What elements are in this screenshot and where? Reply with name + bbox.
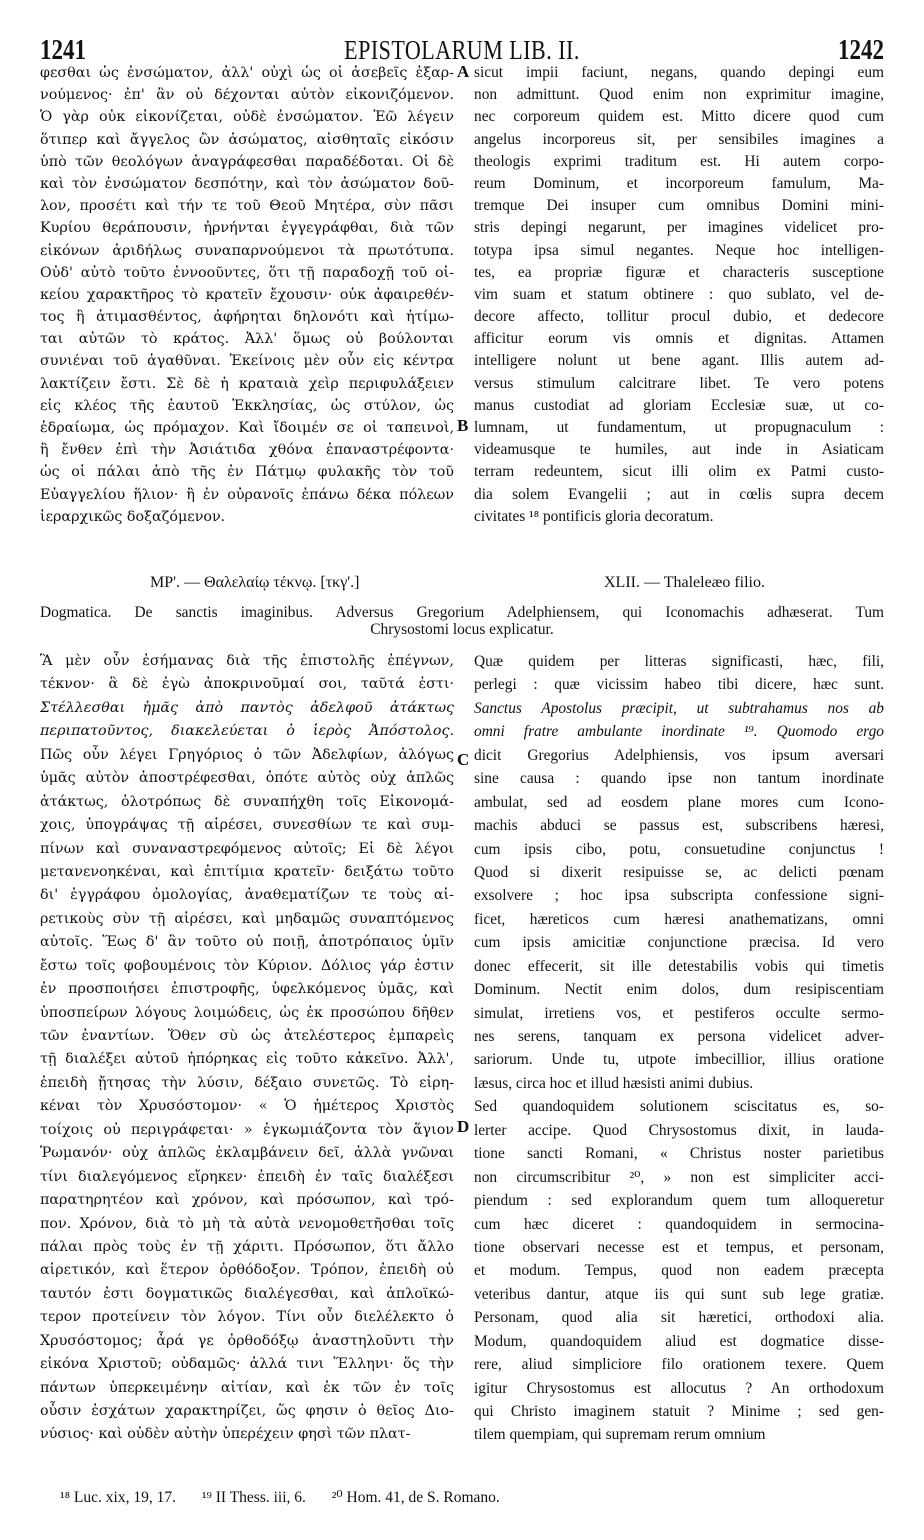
text-line: theologis exprimi traditum est. Hi autem corpo- bbox=[474, 152, 884, 170]
text-line: versus stimulum calcitrare libet. Te vero potens bbox=[474, 374, 884, 392]
margin-marker-b: B bbox=[457, 416, 469, 435]
text-line: cum hæc diceret : quandoquidem in sermocina- bbox=[474, 1215, 884, 1233]
text-line: Sed quandoquidem solutionem sciscitatus es, so- bbox=[474, 1098, 884, 1116]
text-line: simulat, irretiens vos, et pestiferos occulte sermo- bbox=[474, 1004, 884, 1022]
text-line: Πῶς οὖν λέγει Γρηγόριος ὁ τῶν Ἀδελφίων, ἀλόγως bbox=[40, 746, 454, 763]
text-line: dicit Gregorius Adelphiensis, vos ipsum aversari bbox=[474, 746, 884, 764]
text-line: παρατηρητέον καὶ χρόνον, καὶ πρόσωπον, καὶ τρό- bbox=[40, 1192, 454, 1209]
text-line: τέκνον· ἃ δὲ ἐγὼ ἀποκρινοῦμαί σοι, ταῦτά ἐστι· bbox=[40, 676, 454, 693]
text-line: civitates ¹⁸ pontificis gloria decoratum. bbox=[474, 507, 714, 525]
text-line: lerter accipe. Quod Chrysostomus dixit, in lauda- bbox=[474, 1121, 884, 1139]
text-line: ἀτάκτως, ὁλοτρόπως δὲ συναπήχθη τοῖς Εἰκονομά- bbox=[40, 793, 454, 810]
text-line: ἢ ἔνθεν ἐπὶ τὴν Ἀσιάτιδα χθόνα ἐπαναστρέφοντα· bbox=[40, 442, 454, 459]
text-line: ὑμᾶς αὐτὸν ἀποστρέφεσθαι, ὁπότε αὐτὸς οὐχ ἁπλῶς bbox=[40, 770, 454, 787]
text-line: Κυρίου θεράπουσιν, ἠρνήνται ἐγγεγράφθαι, διὰ τῶν bbox=[40, 220, 454, 237]
text-line: tes, ea propriæ figuræ et characteris susceptione bbox=[474, 263, 884, 281]
text-line: αὐτοῖς. Ἕως δ' ἂν τοῦτο οὐ ποιῇ, ἀποτρόπαιος ὑμῖν bbox=[40, 934, 454, 951]
text-line: non admittunt. Quod enim non exprimitur imagine, bbox=[474, 86, 884, 104]
text-line: ἐν προσποιήσει ἐπιστροφῆς, ὑφελκόμενος ὑμᾶς, καὶ bbox=[40, 981, 454, 998]
text-line: et modum. Tempus, quod non eadem præcepta bbox=[474, 1262, 884, 1280]
text-line: εἰκόνα Χριστοῦ; οὐδαμῶς· ἀλλά τινι Ἕλληνι· ὅς τὴν bbox=[40, 1356, 454, 1373]
text-line: πάντων ὑπερκειμένην αἰτίαν, καὶ ἐκ τῶν ἐν τοῖς bbox=[40, 1379, 454, 1396]
text-line: ἱεραρχικῶς δοξαζόμενον. bbox=[40, 508, 226, 525]
text-line: τῇ διαλέξει αὐτοῦ ἠπόρηκας εἰς τοῦτο κἀκεῖνο. Ἀλλ', bbox=[40, 1051, 454, 1068]
text-line: angelus incorporeus sit, per sensibiles imagines a bbox=[474, 130, 884, 148]
text-line: tione sancti Romani, « Christus noster parietibus bbox=[474, 1145, 884, 1163]
text-line: sicut impii faciunt, negans, quando depingi eum bbox=[474, 64, 884, 81]
text-line: lumnam, ut fundamentum, ut propugnaculum : bbox=[474, 419, 884, 436]
text-line: κείου χαρακτῆρος τὸ κρατεῖν ἔχουσιν· οὐκ ἀφαιρεθέν- bbox=[40, 286, 454, 303]
text-line: εἰκόνων ἀριδήλως συναπαρνούμενοι τὰ πρωτότυπα. bbox=[40, 242, 454, 259]
text-line: igitur Chrysostomus est allocutus ? An orthodoxum bbox=[474, 1379, 884, 1397]
text-line: πάλαι πρὸς τοὺς ἐν τῇ χάριτι. Πρόσωπον, ὅτι ἄλλο bbox=[40, 1238, 454, 1255]
text-line: πίνων καὶ συναναστρεφόμενος αὐτοῖς; Εἰ δὲ λέγοι bbox=[40, 840, 454, 857]
footnotes bbox=[60, 1488, 860, 1507]
text-line: τος ἢ ἀτιμασθέντος, ἀφήρηται δηλονότι καὶ ἠτίμω- bbox=[40, 309, 454, 326]
text-line: τῶν ἐναντίων. Ὅθεν σὺ ὡς ἀτελέστερος ἐμπαρεὶς bbox=[40, 1028, 454, 1044]
text-line: Dominum. Nectit enim dolos, dum resipiscentiam bbox=[474, 981, 884, 999]
margin-marker-c: C bbox=[457, 750, 470, 769]
text-line: αἱρετικόν, καὶ ἕτερον ὀρθόδοξον. Τρόπον, ἐπειδὴ οὐ bbox=[40, 1262, 454, 1279]
text-line: λον, προσέτι καὶ τήν τε τοῦ Θεοῦ Μητέρα, σὺν πᾶσι bbox=[40, 198, 454, 215]
text-line: Ῥωμανόν· οὐχ ἁπλῶς ἐκλαμβάνειν δεῖ, ἀλλὰ γνῶναι bbox=[40, 1145, 454, 1162]
text-line: veteribus dantur, atque iis qui sunt sub lege gratiæ. bbox=[474, 1285, 884, 1303]
text-line: Στέλλεσθαι ἡμᾶς ἀπὸ παντὸς ἀδελφοῦ ἀτάκτως bbox=[40, 699, 454, 716]
summary-line-2: Chrysostomi locus explicatur. bbox=[370, 621, 554, 638]
text-line: δι' ἐγγράφου ὁμολογίας, ἀναθεματίζων τε τοὺς αἱ- bbox=[40, 887, 454, 904]
text-line: ficet, hæreticos cum hæresi anathematizans, omni bbox=[474, 910, 884, 928]
text-line: κέναι τὸν Χρυσόστομον· « Ὁ ἡμέτερος Χριστὸς bbox=[40, 1098, 454, 1115]
letter-summary bbox=[40, 604, 884, 638]
text-line: dia solem Evangelii ; aut in cœlis supra decem bbox=[474, 485, 884, 503]
text-line: ἔστω τοῖς φοβουμένοις τὸν Κύριον. Δόλιος γάρ ἐστιν bbox=[40, 957, 454, 974]
left-page-number: 1241 bbox=[40, 34, 86, 66]
text-line: Ἃ μὲν οὖν ἐσήμανας διὰ τῆς ἐπιστολῆς ἐπέγνων, bbox=[40, 653, 454, 669]
text-line: εἰς κλέος τῆς ἑαυτοῦ Ἐκκλησίας, ὡς στύλον, ὡς bbox=[40, 397, 454, 414]
text-line: sine causa : quando ipse non tantum inordinate bbox=[474, 770, 884, 788]
text-line: qui Christo imaginem statuit ? Minime ; sed gen- bbox=[474, 1403, 884, 1420]
text-line: læsus, circa hoc et illud hæsisti animi dubius. bbox=[474, 1074, 754, 1092]
running-title: EPISTOLARUM LIB. II. bbox=[344, 34, 580, 66]
text-line: Quod si dixerit resipuisse se, ac delicti pœnam bbox=[474, 863, 884, 881]
text-line: stris depingi negarunt, per imagines videlicet pro- bbox=[474, 219, 884, 237]
text-line: ambulat, sed ad eosdem plane mores cum Icono- bbox=[474, 793, 884, 811]
text-line: sariorum. Unde tu, utpote imbecillior, illius oratione bbox=[474, 1051, 884, 1069]
text-line: λακτίζειν ἔστι. Σὲ δὲ ἡ κραταιὰ χεὶρ περιφυλάξειεν bbox=[40, 375, 454, 392]
text-line: piendum : sed explorandum quem tum alloqueretur bbox=[474, 1192, 884, 1210]
text-line: χοις, ὑπογράψας τῇ αἱρέσει, συνεσθίων τε καὶ συμ- bbox=[40, 817, 454, 834]
text-line: terram redeuntem, sicut illi olim ex Patmi custo- bbox=[474, 463, 884, 481]
text-line: exsolvere ; hoc ipsa subscripta confessione signi- bbox=[474, 887, 884, 905]
summary-line-1: Dogmatica. De sanctis imaginibus. Adversus Gregorium Adelphiensem, qui Iconomachis adhæserat. Tum bbox=[40, 604, 884, 621]
text-line: νούμενος· ἐπ' ἂν οὐ δέχονται αὐτὸν εἰκονιζόμενον. bbox=[40, 87, 454, 104]
text-line: donec effecerit, sit ille detestabilis vobis qui timetis bbox=[474, 957, 884, 975]
greek-letter-title: ΜΡ'. — Θαλελαίῳ τέκνῳ. [τκγ'.] bbox=[150, 574, 360, 591]
text-line: πον. Χρόνον, διὰ τὸ μὴ τὰ αὐτὰ νενομοθετῆσθαι τοῖς bbox=[40, 1215, 454, 1232]
text-line: rere, aliud simpliciore filo orationem texere. Quem bbox=[474, 1356, 884, 1374]
text-line: non circumscribitur ²⁰, » non est simpliciter acci- bbox=[474, 1168, 884, 1186]
text-line: Personam, quod alia sit hæretici, orthodoxi alia. bbox=[474, 1309, 884, 1327]
latin-letter-title: XLII. — Thaleleæo filio. bbox=[604, 574, 765, 591]
text-line: tilem quempiam, qui supremam rerum omnium bbox=[474, 1426, 766, 1444]
text-line: totypa ipsa simul negantes. Neque hoc intelligen- bbox=[474, 241, 884, 259]
text-line: ὑποσπείρων λόγους λοιμώδεις, ὡς ἐκ προσώπου δῆθεν bbox=[40, 1004, 454, 1021]
text-line: omni fratre ambulante inordinate ¹⁹. Quomodo ergo bbox=[474, 723, 884, 741]
text-line: Ὁ γὰρ οὐκ εἰκονίζεται, οὐδὲ ἐνσώματον. Ἐῶ λέγειν bbox=[40, 109, 454, 126]
text-line: machis abduci se passus est, subscribens hæresi, bbox=[474, 817, 884, 835]
text-line: συνιέναι τοῦ ἀγαθῦναι. Ἐκείνοις μὲν οὖν εἰς κέντρα bbox=[40, 353, 454, 370]
text-line: ται αὐτῶν τὸ κράτος. Ἀλλ' ὅμως οὐ βούλονται bbox=[40, 331, 454, 348]
text-line: ρετικοὺς σὺν τῇ αἱρέσει, καὶ μηδαμῶς συναπτόμενος bbox=[40, 910, 454, 927]
text-line: καὶ τὸν ἐνσώματον δεσπότην, καὶ τὸν ἀσώματον δοῦ- bbox=[40, 175, 454, 192]
text-line: ὅτιπερ καὶ ἄγγελος ὢν ἀσώματος, αἰσθηταῖς εἰκόσιν bbox=[40, 131, 454, 148]
latin-column-bottom bbox=[474, 650, 884, 1447]
text-line: ὑπὸ τῶν θεολόγων ἀναγράφεσθαι παραδέδοται. Οἱ δὲ bbox=[40, 153, 454, 170]
text-line: afficitur eorum vis omnis et dignitas. Attamen bbox=[474, 330, 884, 348]
text-line: cum ipsis amicitiæ conjunctione præcisa. Id vero bbox=[474, 934, 884, 952]
text-line: οὖσιν ἐσχάτων χαρακτηρίζει, ὥς φησιν ὁ θεῖος Διο- bbox=[40, 1403, 454, 1419]
text-line: μετανενοηκέναι, καὶ ἐπιτίμια κρατεῖν· δειξάτω τοῦτο bbox=[40, 863, 454, 880]
text-line: ὡς οἱ πάλαι ἀπὸ τῆς ἐν Πάτμῳ φυλακῆς τὸν τοῦ bbox=[40, 464, 454, 481]
footnote-20: ²⁰ Hom. 41, de S. Romano. bbox=[331, 1489, 500, 1506]
greek-column-bottom bbox=[40, 650, 454, 1447]
text-line: νύσιος· καὶ οὐδὲν αὐτὴν ὑπερέχειν φησὶ τῶν πλατ- bbox=[40, 1426, 411, 1443]
latin-column-top bbox=[474, 62, 884, 528]
text-line: tremque Dei insuper cum omnibus Domini mini- bbox=[474, 197, 884, 215]
text-line: perlegi : quæ vicissim habeo tibi dicere, hæc sunt. bbox=[474, 676, 884, 694]
text-line: Οὐδ' αὐτὸ τοῦτο ἐννοοῦντες, ὅτι τῇ παραδοχῇ τοῦ οἰ- bbox=[40, 264, 454, 281]
footnote-19: ¹⁹ II Thess. iii, 6. bbox=[201, 1489, 306, 1506]
text-line: ταυτόν ἐστι δογματικῶς διαλέγεσθαι, καὶ ἁπλοϊκώ- bbox=[40, 1285, 454, 1302]
margin-marker-d: D bbox=[457, 1117, 470, 1136]
text-line: Quæ quidem per litteras significasti, hæc, fili, bbox=[474, 653, 884, 670]
text-line: περιπατοῦντος, διακελεύεται ὁ ἱερὸς Ἀπόστολος. bbox=[40, 723, 454, 740]
text-line: manus custodiat ad gloriam Ecclesiæ suæ, ut co- bbox=[474, 396, 884, 414]
text-line: ἑδραίωμα, ὡς πρόμαχον. Καὶ ἴδοιμέν σε οἱ ταπεινοὶ, bbox=[40, 420, 454, 436]
text-line: ἐπειδὴ ᾔτησας τὴν λύσιν, δέξαιο συνετῶς. Τὸ εἰρη- bbox=[40, 1074, 454, 1091]
text-line: cum ipsis cibo, potu, consuetudine conjunctus ! bbox=[474, 840, 884, 858]
text-line: Εὐαγγελίου ἥλιον· ἢ ἐν οὐρανοῖς ἐπάνω δέκα πόλεων bbox=[40, 486, 454, 503]
text-line: τερον προτείνειν τὸν λόγον. Τίνι οὖν διελέλεκτο ὁ bbox=[40, 1309, 454, 1326]
text-line: vim suam et statum obtinere : quo sublato, vel de- bbox=[474, 285, 884, 303]
text-line: φεσθαι ὡς ἐνσώματον, ἀλλ' οὐχὶ ὡς οἱ ἀσεβεῖς ἐξαρ- bbox=[40, 65, 454, 81]
text-line: Modum, quandoquidem aliud est dogmatice disse- bbox=[474, 1332, 884, 1350]
text-line: reum Dominum, et incorporeum famulum, Ma- bbox=[474, 174, 884, 192]
text-line: nes serens, tanquam ex persona videlicet adver- bbox=[474, 1028, 884, 1045]
text-line: nec corporeum quidem est. Mitto dicere quod cum bbox=[474, 108, 884, 126]
right-page-number: 1242 bbox=[838, 34, 884, 66]
text-line: videamusque te humiles, aut inde in Asiaticam bbox=[474, 441, 884, 459]
text-line: τίνι διαλεγόμενος εἴρηκεν· ἐπειδὴ ἐν ταῖς διαλέξεσι bbox=[40, 1168, 454, 1185]
margin-marker-a: A bbox=[457, 62, 470, 81]
text-line: Χρυσόστομος; ἆρά γε ὀρθοδόξῳ ἀναστηλοῦντι τὴν bbox=[40, 1332, 454, 1349]
text-line: Sanctus Apostolus præcipit, ut subtrahamus nos ab bbox=[474, 699, 884, 717]
greek-column-top bbox=[40, 62, 454, 528]
text-line: decore affecto, tollitur procul dubio, et dedecore bbox=[474, 308, 884, 326]
text-line: tione observari necesse est et tempus, et personam, bbox=[474, 1238, 884, 1256]
text-line: intelligere nolunt ut bene agant. Illis autem ad- bbox=[474, 352, 884, 370]
footnote-18: ¹⁸ Luc. xix, 19, 17. bbox=[60, 1489, 176, 1506]
text-line: τοίχοις οὐ περιγράφεται· » ἐγκωμιάζοντα τὸν ἅγιον bbox=[40, 1121, 454, 1138]
